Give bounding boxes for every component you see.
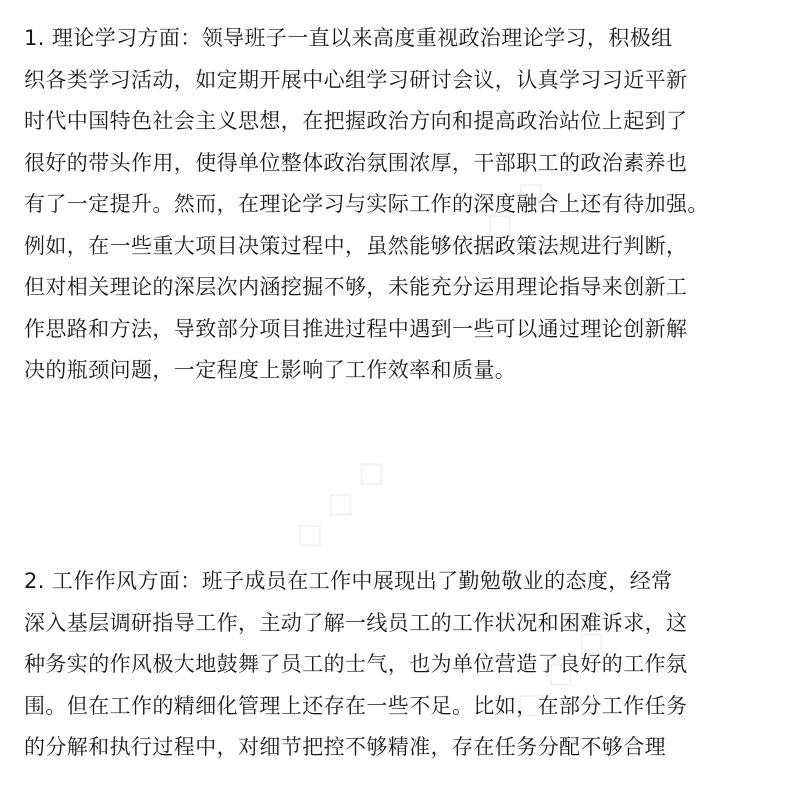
watermark-decoration: ◇ ◇ ◇ xyxy=(280,445,397,561)
text-line: 深入基层调研指导工作，主动了解一线员工的工作状况和困难诉求，这 xyxy=(24,610,688,635)
text-line: 决的瓶颈问题，一定程度上影响了工作效率和质量。 xyxy=(24,358,517,382)
paragraph-theory-study xyxy=(24,18,784,392)
text-line: 例如，在一些重大项目决策过程中，虽然能够依据政策法规进行判断， xyxy=(24,233,688,258)
text-line: 有了一定提升。然而，在理论学习与实际工作的深度融合上还有待加强。 xyxy=(24,192,709,216)
text-line: 很好的带头作用，使得单位整体政治氛围浓厚，干部职工的政治素养也 xyxy=(24,150,688,175)
text-line: 种务实的作风极大地鼓舞了员工的士气，也为单位营造了良好的工作氛 xyxy=(24,652,688,676)
text-line: 2. 工作作风方面：班子成员在工作中展现出了勤勉敬业的态度，经常 xyxy=(24,569,673,593)
text-line: 的分解和执行过程中，对细节把控不够精准，存在任务分配不够合理 xyxy=(24,735,666,759)
text-line: 但对相关理论的深层次内涵挖掘不够，未能充分运用理论指导来创新工 xyxy=(24,275,688,299)
paragraph-work-style xyxy=(24,561,784,769)
watermark-decoration: ◇ ◇ ◇ xyxy=(470,135,587,251)
watermark-decoration: ◇ ◇ ◇ xyxy=(500,615,617,731)
text-line: 作思路和方法，导致部分项目推进过程中遇到一些可以通过理论创新解 xyxy=(24,316,688,341)
text-line: 围。但在工作的精细化管理上还存在一些不足。比如，在部分工作任务 xyxy=(24,693,688,718)
text-line: 织各类学习活动，如定期开展中心组学习研讨会议，认真学习习近平新 xyxy=(24,67,688,92)
text-line: 时代中国特色社会主义思想，在把握政治方向和提高政治站位上起到了 xyxy=(24,109,688,133)
text-line: 1. 理论学习方面：领导班子一直以来高度重视政治理论学习，积极组 xyxy=(24,26,673,50)
